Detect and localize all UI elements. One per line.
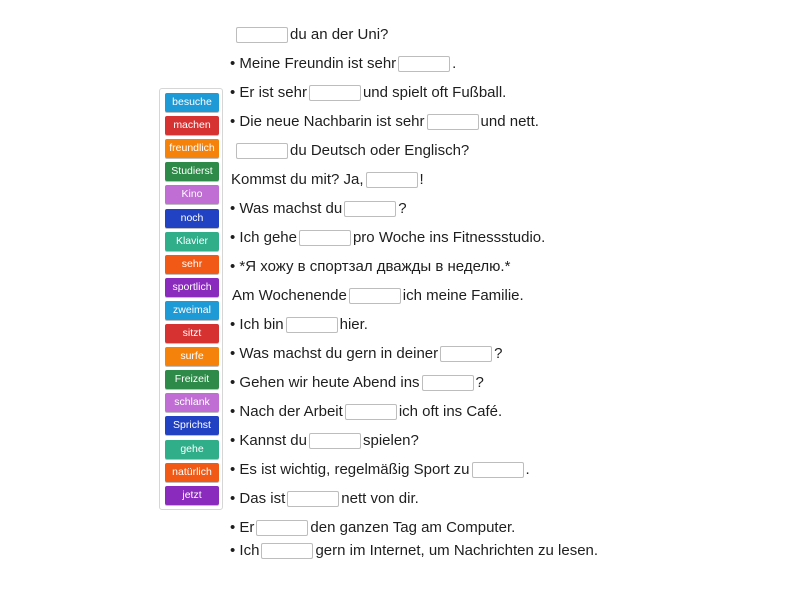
word-chip[interactable]: Studierst [165, 162, 219, 181]
answer-blank[interactable] [472, 462, 524, 478]
sentence-text: Kommst du mit? Ja, [231, 171, 364, 189]
sentence-text: und spielt oft Fußball. [362, 84, 507, 102]
sentence-line [230, 228, 545, 248]
word-chip[interactable]: sportlich [165, 278, 219, 297]
sentence-text: • Das ist [230, 490, 286, 508]
sentence-text: ich oft ins Café. [398, 403, 503, 421]
sentence-line [234, 141, 469, 161]
sentence-line [230, 402, 502, 422]
sentence-line [230, 83, 506, 103]
answer-blank[interactable] [286, 317, 338, 333]
sentence-line [230, 54, 456, 74]
sentence-text: ? [475, 374, 484, 392]
answer-blank[interactable] [440, 346, 492, 362]
word-chip[interactable]: Freizeit [165, 370, 219, 389]
sentence-line [230, 344, 502, 364]
sentence-line [230, 315, 368, 335]
word-chip[interactable]: freundlich [165, 139, 219, 158]
answer-blank[interactable] [309, 85, 361, 101]
sentence-text: spielen? [362, 432, 419, 450]
sentence-text: Am Wochenende [232, 287, 347, 305]
sentence-text: • Die neue Nachbarin ist sehr [230, 113, 425, 131]
word-chip[interactable]: surfe [165, 347, 219, 366]
answer-blank[interactable] [261, 543, 313, 559]
word-chip[interactable]: zweimal [165, 301, 219, 320]
sentence-line [230, 431, 419, 451]
sentence-text: du an der Uni? [290, 26, 389, 44]
sentence-text: ? [398, 200, 407, 218]
sentence-text: • Was machst du gern in deiner [230, 345, 439, 363]
sentence-text: • Es ist wichtig, regelmäßig Sport zu [230, 461, 470, 479]
sentence-text: • Nach der Arbeit [230, 403, 343, 421]
answer-blank[interactable] [427, 114, 479, 130]
word-chip[interactable]: jetzt [165, 486, 219, 505]
sentence-text: • Meine Freundin ist sehr [230, 55, 397, 73]
answer-blank[interactable] [366, 172, 418, 188]
answer-blank[interactable] [299, 230, 351, 246]
sentence-text: . [452, 55, 457, 73]
sentence-line [230, 489, 419, 509]
sentence-text: du Deutsch oder Englisch? [290, 142, 470, 160]
word-chip[interactable]: sehr [165, 255, 219, 274]
sentence-line [230, 460, 530, 480]
answer-blank[interactable] [236, 143, 288, 159]
sentence-text: • Ich gehe [230, 229, 297, 247]
answer-blank[interactable] [349, 288, 401, 304]
sentence-text: gern im Internet, um Nachrichten zu lesen. [315, 542, 599, 560]
sentence-text: ! [419, 171, 424, 189]
sentence-text: ? [494, 345, 503, 363]
sentence-text: nett von dir. [341, 490, 419, 508]
answer-blank[interactable] [256, 520, 308, 536]
sentence-text: • Ich bin [230, 316, 284, 334]
word-chip[interactable]: Kino [165, 185, 219, 204]
word-chip[interactable]: schlank [165, 393, 219, 412]
sentence-line [232, 286, 524, 306]
sentence-text: hier. [339, 316, 368, 334]
answer-blank[interactable] [309, 433, 361, 449]
word-chip[interactable]: natürlich [165, 463, 219, 482]
sentence-line [230, 257, 510, 277]
sentence-text: den ganzen Tag am Computer. [310, 519, 516, 537]
sentence-line [230, 518, 515, 538]
sentence-text: • *Я хожу в спортзал дважды в неделю.* [230, 258, 511, 276]
answer-blank[interactable] [287, 491, 339, 507]
word-chip[interactable]: Sprichst [165, 416, 219, 435]
answer-blank[interactable] [345, 404, 397, 420]
sentence-text: • Gehen wir heute Abend ins [230, 374, 420, 392]
word-bank [159, 88, 223, 510]
sentence-text: . [525, 461, 530, 479]
sentence-line [230, 112, 539, 132]
word-chip[interactable]: machen [165, 116, 219, 135]
sentence-text: • Ich [230, 542, 260, 560]
word-chip[interactable]: sitzt [165, 324, 219, 343]
sentence-text: • Er ist sehr [230, 84, 307, 102]
sentence-line [230, 541, 598, 561]
sentence-text: • Was machst du [230, 200, 343, 218]
sentence-text: und nett. [480, 113, 539, 131]
answer-blank[interactable] [344, 201, 396, 217]
word-chip[interactable]: besuche [165, 93, 219, 112]
word-chip[interactable]: noch [165, 209, 219, 228]
sentence-text: • Kannst du [230, 432, 307, 450]
sentence-text: • Er [230, 519, 255, 537]
sentence-text: ich meine Familie. [402, 287, 524, 305]
sentence-line [230, 199, 407, 219]
sentence-line [230, 373, 484, 393]
answer-blank[interactable] [236, 27, 288, 43]
sentence-line [231, 170, 424, 190]
answer-blank[interactable] [422, 375, 474, 391]
sentence-text: pro Woche ins Fitnessstudio. [352, 229, 546, 247]
word-chip[interactable]: Klavier [165, 232, 219, 251]
sentence-line [234, 25, 388, 45]
answer-blank[interactable] [398, 56, 450, 72]
word-chip[interactable]: gehe [165, 440, 219, 459]
